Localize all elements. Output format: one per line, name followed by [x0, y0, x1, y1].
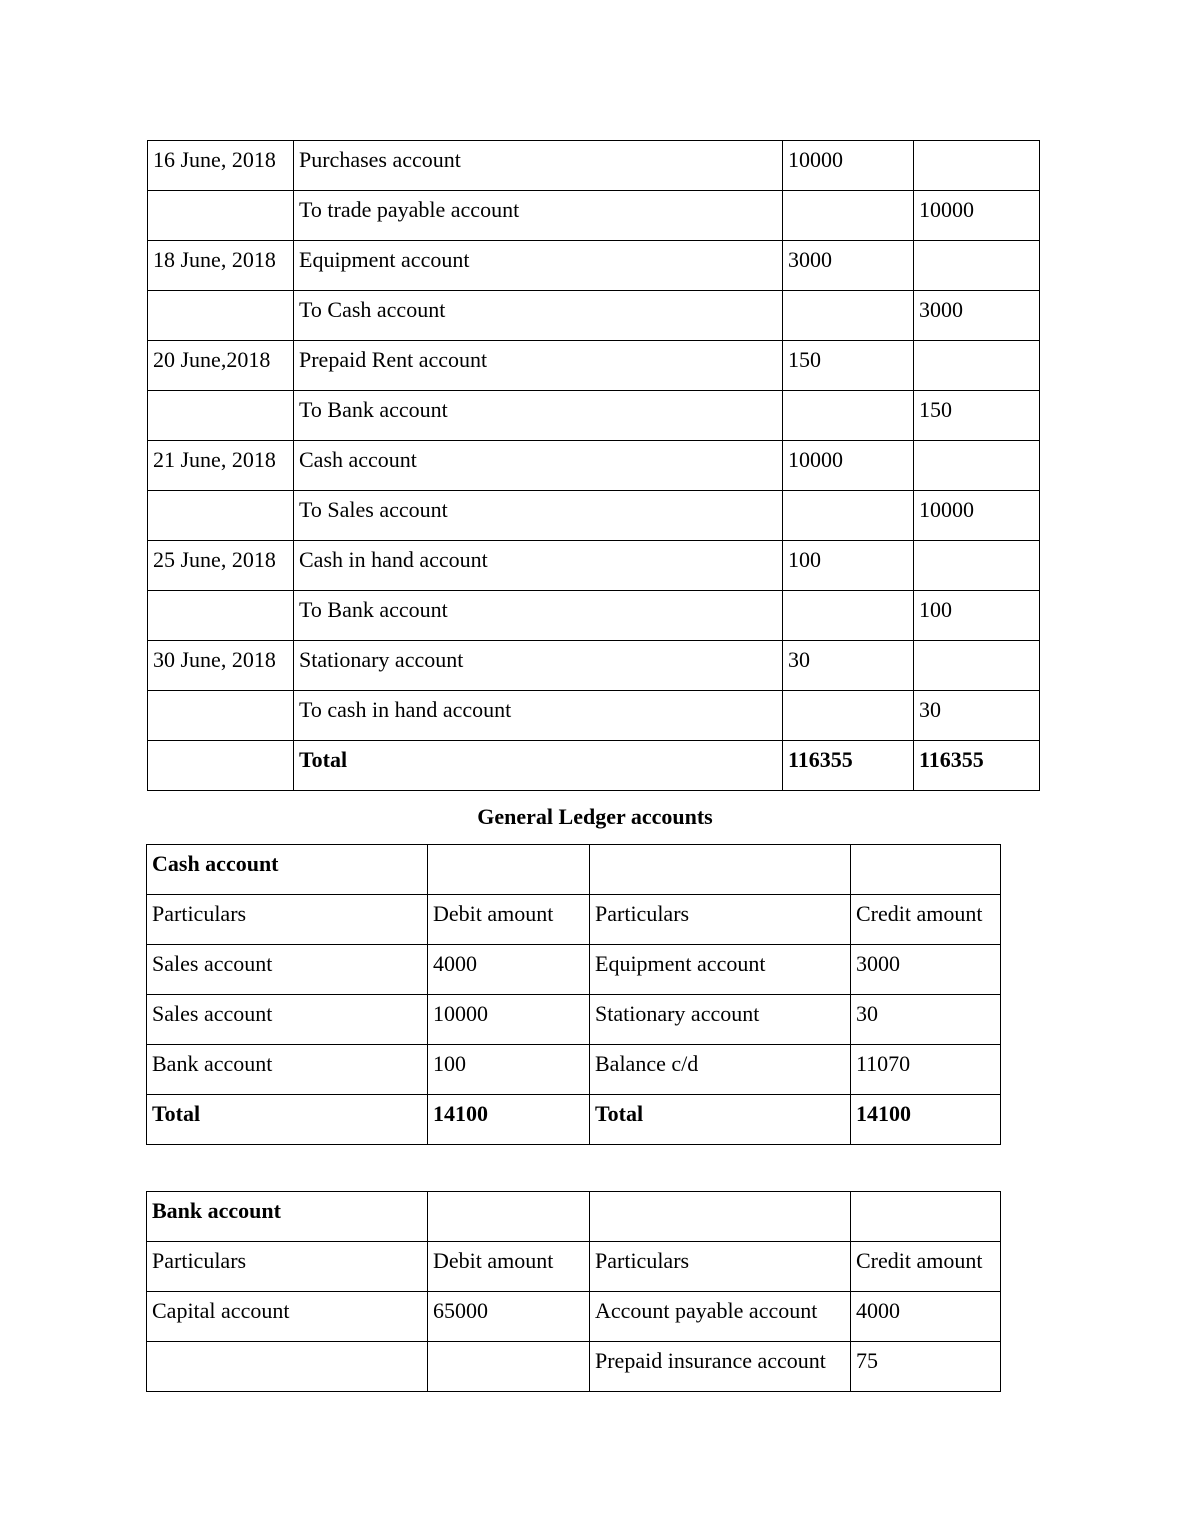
journal-particulars: To Bank account — [294, 591, 783, 641]
journal-debit: 10000 — [783, 141, 914, 191]
total-label: Total — [590, 1095, 851, 1145]
journal-credit — [914, 241, 1040, 291]
credit-particulars: Balance c/d — [590, 1045, 851, 1095]
journal-date — [148, 691, 294, 741]
journal-date — [148, 191, 294, 241]
column-header: Particulars — [590, 1242, 851, 1292]
debit-amount: 10000 — [428, 995, 590, 1045]
debit-particulars: Bank account — [147, 1045, 428, 1095]
journal-table — [147, 140, 1040, 791]
column-header: Debit amount — [428, 1242, 590, 1292]
column-header: Debit amount — [428, 895, 590, 945]
cash-total-row — [147, 1095, 1001, 1145]
journal-particulars: To Sales account — [294, 491, 783, 541]
bank-header-row — [147, 1242, 1001, 1292]
journal-debit — [783, 591, 914, 641]
journal-debit: 150 — [783, 341, 914, 391]
table-row — [148, 691, 1040, 741]
journal-date — [148, 291, 294, 341]
journal-credit — [914, 341, 1040, 391]
journal-total-label: Total — [294, 741, 783, 791]
journal-debit — [783, 491, 914, 541]
table-row — [148, 291, 1040, 341]
journal-credit — [914, 441, 1040, 491]
journal-particulars: Equipment account — [294, 241, 783, 291]
empty-cell — [428, 1192, 590, 1242]
journal-date: 18 June, 2018 — [148, 241, 294, 291]
journal-particulars: To cash in hand account — [294, 691, 783, 741]
table-row — [147, 945, 1001, 995]
total-credit: 14100 — [851, 1095, 1001, 1145]
journal-debit — [783, 291, 914, 341]
credit-particulars: Prepaid insurance account — [590, 1342, 851, 1392]
debit-particulars: Sales account — [147, 995, 428, 1045]
journal-total-debit: 116355 — [783, 741, 914, 791]
column-header: Credit amount — [851, 1242, 1001, 1292]
column-header: Particulars — [590, 895, 851, 945]
credit-amount: 75 — [851, 1342, 1001, 1392]
journal-debit: 30 — [783, 641, 914, 691]
journal-particulars: Prepaid Rent account — [294, 341, 783, 391]
journal-debit: 100 — [783, 541, 914, 591]
cash-title-row — [147, 845, 1001, 895]
journal-date — [148, 741, 294, 791]
credit-particulars: Account payable account — [590, 1292, 851, 1342]
journal-particulars: To trade payable account — [294, 191, 783, 241]
debit-particulars: Sales account — [147, 945, 428, 995]
empty-cell — [851, 845, 1001, 895]
bank-account-title: Bank account — [147, 1192, 428, 1242]
debit-amount: 65000 — [428, 1292, 590, 1342]
table-row — [148, 491, 1040, 541]
credit-amount: 11070 — [851, 1045, 1001, 1095]
table-row — [147, 1045, 1001, 1095]
journal-credit: 10000 — [914, 191, 1040, 241]
column-header: Particulars — [147, 1242, 428, 1292]
table-row — [148, 391, 1040, 441]
journal-debit: 10000 — [783, 441, 914, 491]
debit-particulars: Capital account — [147, 1292, 428, 1342]
empty-cell — [428, 845, 590, 895]
table-row — [148, 141, 1040, 191]
total-debit: 14100 — [428, 1095, 590, 1145]
journal-total-credit: 116355 — [914, 741, 1040, 791]
journal-total-row — [148, 741, 1040, 791]
empty-cell — [851, 1192, 1001, 1242]
journal-date — [148, 391, 294, 441]
journal-credit — [914, 141, 1040, 191]
journal-credit — [914, 541, 1040, 591]
journal-date: 21 June, 2018 — [148, 441, 294, 491]
debit-amount: 4000 — [428, 945, 590, 995]
bank-account-table — [146, 1191, 1001, 1392]
table-row — [148, 541, 1040, 591]
journal-particulars: Cash account — [294, 441, 783, 491]
journal-particulars: Stationary account — [294, 641, 783, 691]
credit-amount: 4000 — [851, 1292, 1001, 1342]
journal-particulars: Cash in hand account — [294, 541, 783, 591]
credit-particulars: Stationary account — [590, 995, 851, 1045]
journal-debit — [783, 691, 914, 741]
table-row — [148, 441, 1040, 491]
journal-credit — [914, 641, 1040, 691]
journal-credit: 10000 — [914, 491, 1040, 541]
journal-date: 30 June, 2018 — [148, 641, 294, 691]
journal-date — [148, 591, 294, 641]
table-row — [147, 1292, 1001, 1342]
credit-particulars: Equipment account — [590, 945, 851, 995]
credit-amount: 30 — [851, 995, 1001, 1045]
table-row — [148, 341, 1040, 391]
journal-date: 25 June, 2018 — [148, 541, 294, 591]
journal-date: 20 June,2018 — [148, 341, 294, 391]
journal-credit: 100 — [914, 591, 1040, 641]
journal-credit: 30 — [914, 691, 1040, 741]
empty-cell — [590, 1192, 851, 1242]
journal-debit — [783, 391, 914, 441]
cash-header-row — [147, 895, 1001, 945]
total-label: Total — [147, 1095, 428, 1145]
journal-particulars: To Bank account — [294, 391, 783, 441]
column-header: Credit amount — [851, 895, 1001, 945]
table-row — [148, 191, 1040, 241]
bank-title-row — [147, 1192, 1001, 1242]
journal-date: 16 June, 2018 — [148, 141, 294, 191]
journal-particulars: Purchases account — [294, 141, 783, 191]
journal-particulars: To Cash account — [294, 291, 783, 341]
table-row — [148, 241, 1040, 291]
journal-credit: 150 — [914, 391, 1040, 441]
table-row — [147, 995, 1001, 1045]
debit-particulars — [147, 1342, 428, 1392]
journal-debit — [783, 191, 914, 241]
ledger-heading: General Ledger accounts — [477, 804, 713, 829]
table-row — [148, 641, 1040, 691]
cash-account-title: Cash account — [147, 845, 428, 895]
journal-credit: 3000 — [914, 291, 1040, 341]
empty-cell — [590, 845, 851, 895]
table-row — [148, 591, 1040, 641]
debit-amount — [428, 1342, 590, 1392]
debit-amount: 100 — [428, 1045, 590, 1095]
column-header: Particulars — [147, 895, 428, 945]
credit-amount: 3000 — [851, 945, 1001, 995]
cash-account-table — [146, 844, 1001, 1145]
journal-debit: 3000 — [783, 241, 914, 291]
journal-date — [148, 491, 294, 541]
table-row — [147, 1342, 1001, 1392]
